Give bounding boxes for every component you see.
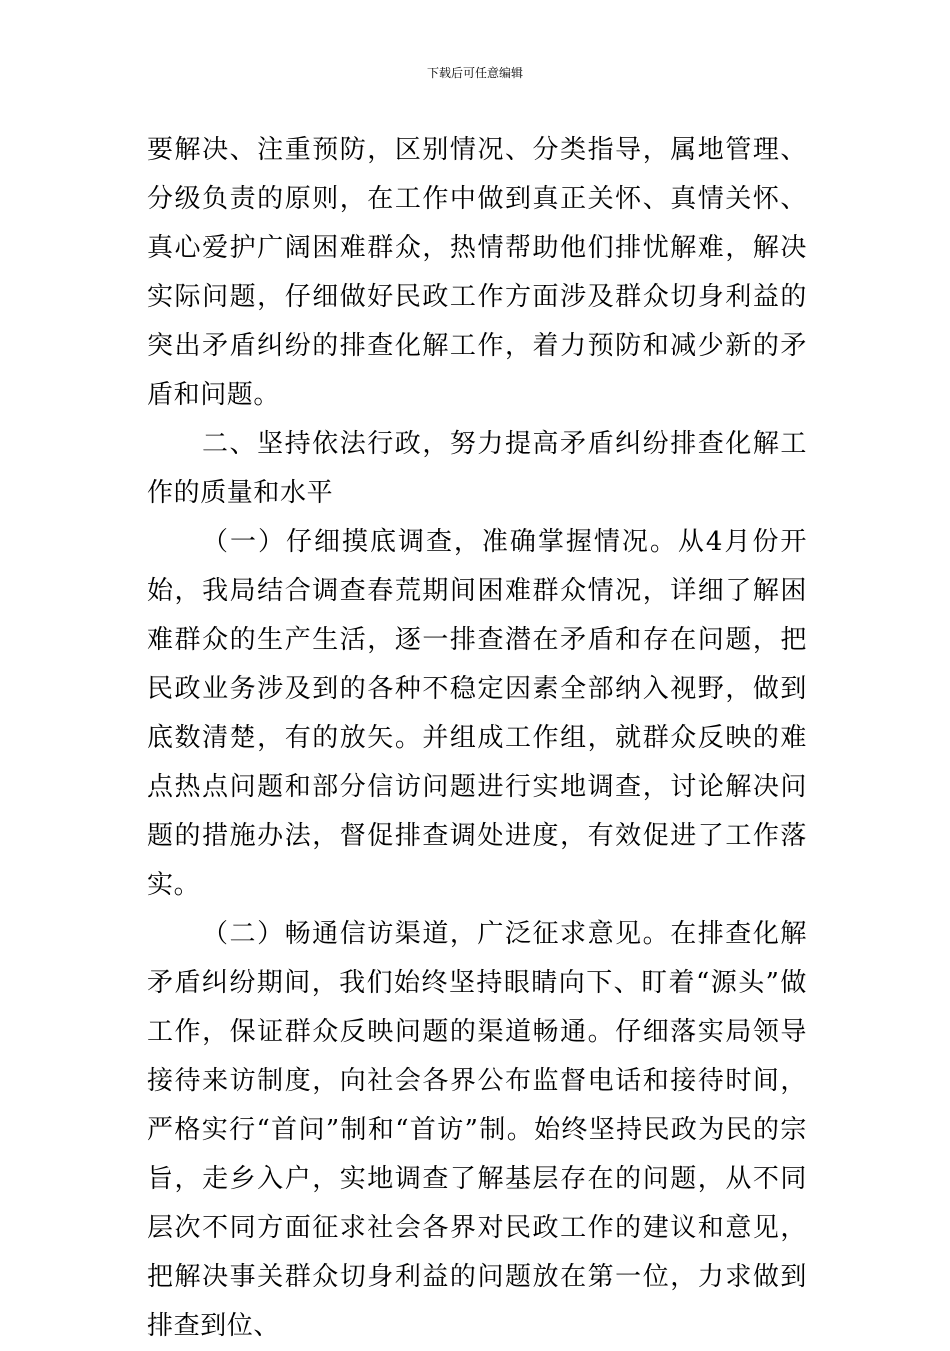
paragraph-continuation: 要解决、注重预防，区别情况、分类指导，属地管理、分级负责的原则，在工作中做到真正关怀、真情关怀、真心爱护广阔困难群众，热情帮助他们排忧解难，解决实际问题，仔细做好民政工作方面涉及群众切身利益的突出矛盾纠纷的排查化解工作，着力预防和减少新的矛盾和问题。 <box>147 135 807 410</box>
document-body <box>147 126 807 1351</box>
page-header: 下载后可任意编辑 <box>426 66 523 80</box>
paragraph-subsection-1: （一）仔细摸底调查，准确掌握情况。从4月份开始，我局结合调查春荒期间困难群众情况，详细了解困难群众的生产生活，逐一排查潜在矛盾和存在问题，把民政业务涉及到的各种不稳定因素全部纳入视野，做到底数清楚，有的放矢。并组成工作组，就群众反映的难点热点问题和部分信访问题进行实地调查，讨论解决问题的措施办法，督促排查调处进度，有效促进了工作落实。 <box>147 527 807 900</box>
section-heading-2: 二、坚持依法行政，努力提高矛盾纠纷排查化解工作的质量和水平 <box>147 429 807 508</box>
paragraph-subsection-2: （二）畅通信访渠道，广泛征求意见。在排查化解矛盾纠纷期间，我们始终坚持眼睛向下、盯着“源头”做工作，保证群众反映问题的渠道畅通。仔细落实局领导接待来访制度，向社会各界公布监督电话和接待时间，严格实行“首问”制和“首访”制。始终坚持民政为民的宗旨，走乡入户，实地调查了解基层存在的问题，从不同层次不同方面征求社会各界对民政工作的建议和意见，把解决事关群众切身利益的问题放在第一位，力求做到排查到位、 <box>147 919 807 1341</box>
